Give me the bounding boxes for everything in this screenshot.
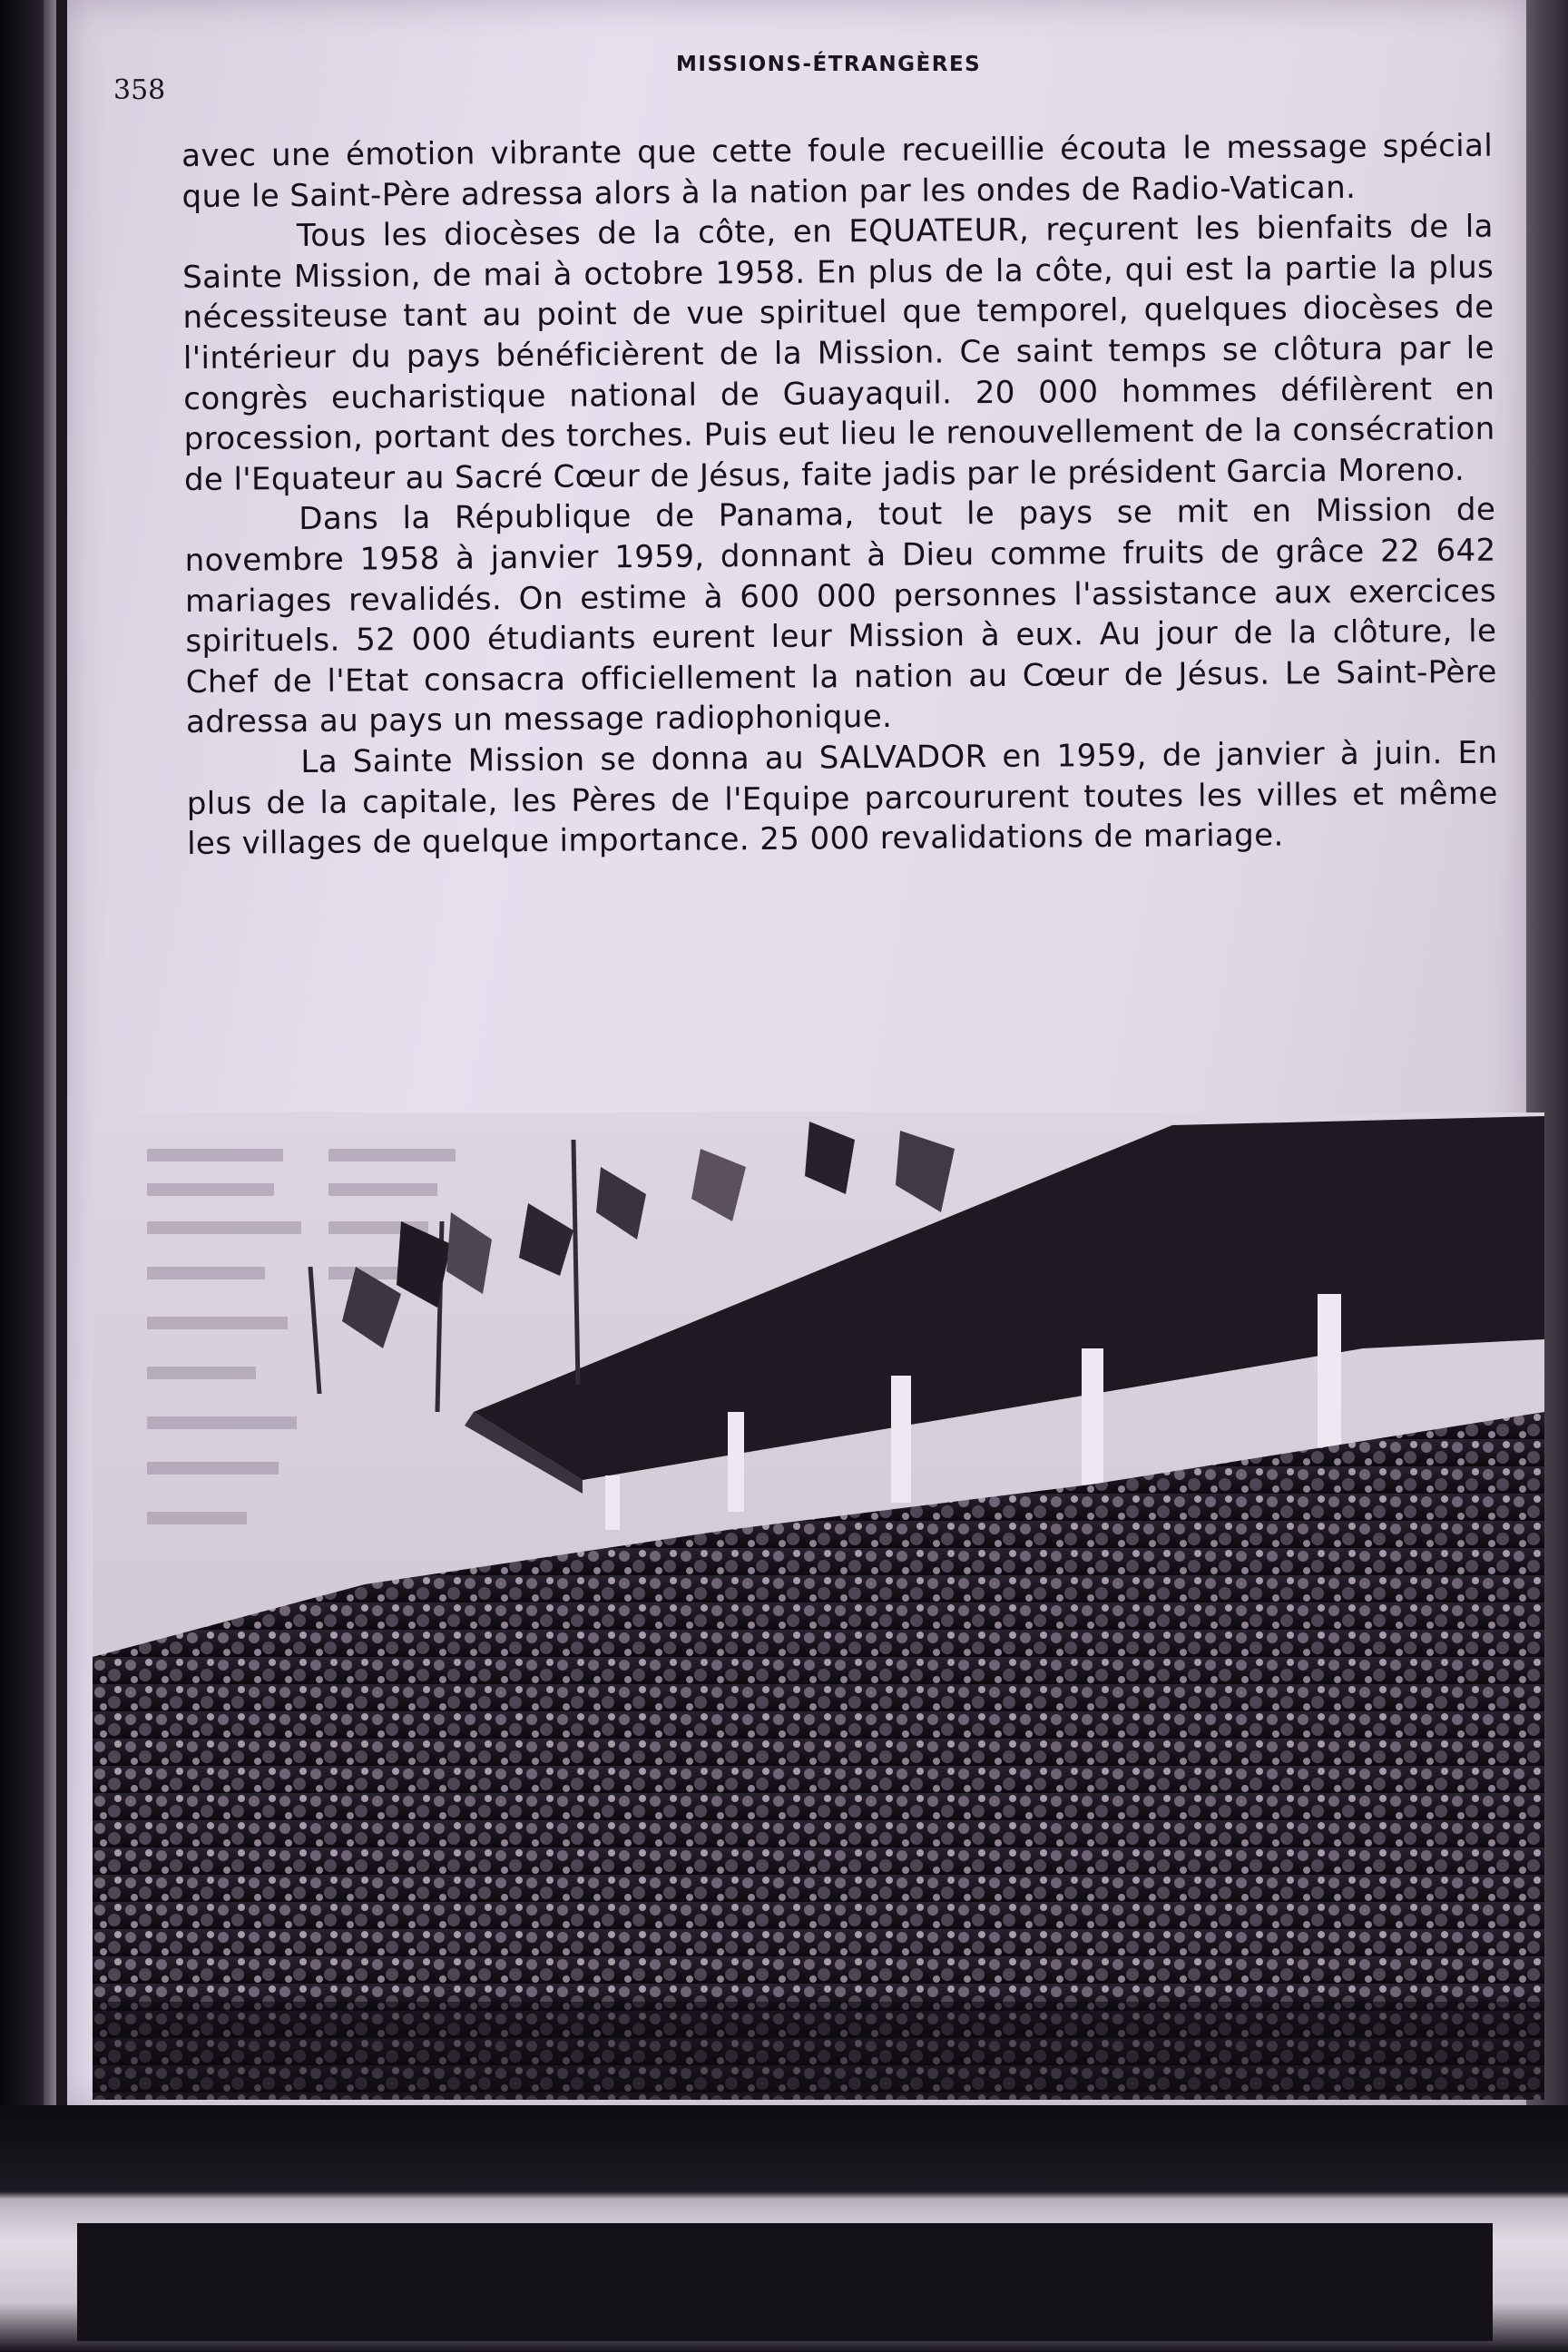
paragraph: avec une émotion vibrante que cette foule recueillie écouta le message spécial que le Saint-Père adressa alors à la nation par les ondes de Radio-Vatican. <box>181 127 1494 215</box>
paragraph: Dans la République de Panama, tout le pays se mit en Mission de novembre 1958 à janvier 1959, donnant à Dieu comme fruits de grâce 22 642 mariages revalidés. On estime à 600 000 personnes l'assistance aux exercices spirituels. 52 000 étudiants eurent leur Mission à eux. Au jour de la clôture, le Chef de l'Etat consacra officiellement la nation au Cœur de Jésus. Le Saint-Père adressa au pays un message radiophonique. <box>184 491 1497 741</box>
stadium-photo <box>93 1112 1544 2100</box>
crowd-foreground-shadow <box>93 2002 1544 2100</box>
paragraph: Tous les diocèses de la côte, en EQUATEUR, reçurent les bienfaits de la Sainte Mission, de mai à octobre 1958. En plus de la côte, qui est la partie la plus nécessiteuse tant au point de vue spirituel que temporel, quelques diocèses de l'intérieur du pays bénéficièrent de la Mission. Ce saint temps se clôtura par le congrès eucharistique national de Guayaquil. 20 000 hommes défilèrent en procession, portant des torches. Puis eut lieu le renouvellement de la consécration de l'Equateur au Sacré Cœur de Jésus, faite jadis par le président Garcia Moreno. <box>182 208 1495 498</box>
book-bottom-edge <box>0 2105 1568 2352</box>
paragraph: La Sainte Mission se donna au SALVADOR en 1959, de janvier à juin. En plus de la capitale, les Pères de l'Equipe parcoururent toutes les villes et même les villages de quelque importance. 25 000 revalidations de mariage. <box>186 734 1498 863</box>
running-title: MISSIONS-ÉTRANGÈRES <box>676 53 982 76</box>
body-text <box>181 126 1498 865</box>
page-header <box>113 53 1456 107</box>
page-number: 358 <box>113 74 166 106</box>
book-spine <box>0 0 56 2352</box>
